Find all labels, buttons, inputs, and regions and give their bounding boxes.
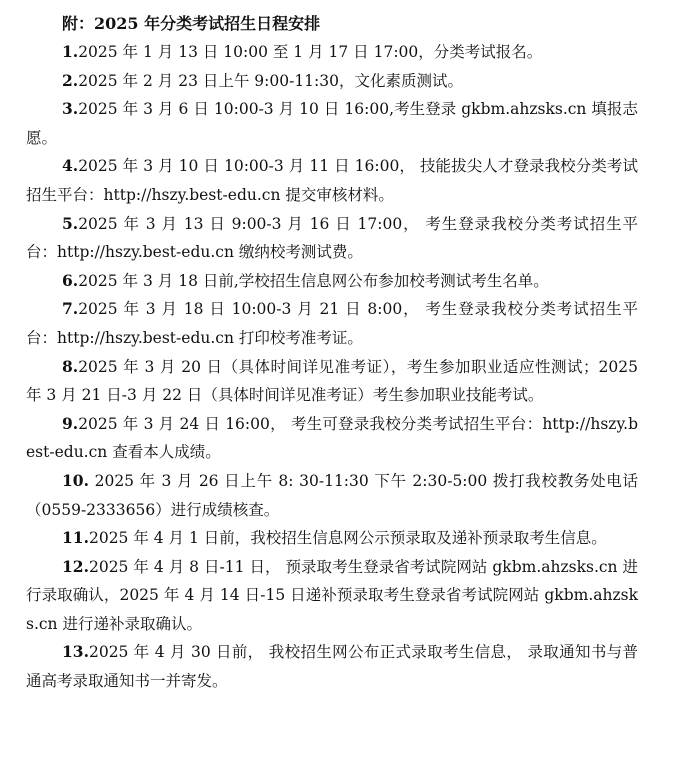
item-number: 3.: [62, 99, 79, 119]
schedule-item-5: [26, 210, 638, 267]
item-number: 12.: [62, 556, 89, 576]
schedule-item-6: [26, 267, 638, 296]
item-text: 2025 年 3 月 24 日 16:00， 考生可登录我校分类考试招生平台：http://hszy.best-edu.cn 查看本人成绩。: [26, 414, 638, 462]
document-body: [26, 12, 638, 696]
item-text: 2025 年 3 月 18 日前,学校招生信息网公布参加校考测试考生名单。: [78, 271, 549, 290]
item-number: 8.: [62, 356, 79, 376]
schedule-item-11: [26, 524, 638, 553]
item-text: 2025 年 3 月 6 日 10:00-3 月 10 日 16:00,考生登录 gkbm.ahzsks.cn 填报志愿。: [26, 100, 638, 147]
schedule-item-12: [26, 553, 638, 639]
item-text: 2025 年 3 月 20 日（具体时间详见准考证），考生参加职业适应性测试；2025 年 3 月 21 日-3 月 22 日（具体时间详见准考证）考生参加职业技能考试。: [26, 357, 638, 405]
schedule-item-1: [26, 38, 638, 67]
document-title: 附：2025 年分类考试招生日程安排: [62, 14, 321, 33]
schedule-item-8: [26, 353, 638, 410]
schedule-item-13: [26, 638, 638, 695]
item-text: 2025 年 4 月 1 日前，我校招生信息网公示预录取及递补预录取考生信息。: [88, 529, 607, 548]
item-number: 2.: [62, 70, 79, 90]
item-text: 2025 年 4 月 8 日-11 日， 预录取考生登录省考试院网站 gkbm.ahzsks.cn 进行录取确认，2025 年 4 月 14 日-15 日递补预录取考生登录省考试院网站 gkbm.ahzsks.cn 进行递补录取确认。: [26, 557, 638, 633]
item-number: 7.: [62, 299, 79, 319]
item-text: 2025 年 3 月 13 日 9:00-3 月 16 日 17:00， 考生登录我校分类考试招生平台：http://hszy.best-edu.cn 缴纳校考测试费。: [26, 214, 638, 262]
item-text: 2025 年 3 月 26 日上午 8: 30-11:30 下午 2:30-5:00 拨打我校教务处电话（0559-2333656）进行成绩核查。: [26, 471, 638, 519]
schedule-item-3: [26, 95, 638, 152]
item-number: 4.: [62, 156, 79, 176]
item-number: 6.: [62, 270, 79, 290]
item-number: 9.: [62, 413, 79, 433]
item-text: 2025 年 4 月 30 日前， 我校招生网公布正式录取考生信息， 录取通知书与普通高考录取通知书一并寄发。: [26, 643, 638, 691]
item-text: 2025 年 3 月 18 日 10:00-3 月 21 日 8:00， 考生登录我校分类考试招生平台：http://hszy.best-edu.cn 打印校考准考证。: [26, 300, 638, 347]
schedule-item-4: [26, 152, 638, 209]
item-number: 13.: [62, 642, 89, 662]
schedule-item-2: [26, 67, 638, 96]
item-number: 10.: [62, 470, 89, 490]
schedule-item-9: [26, 410, 638, 467]
item-number: 11.: [62, 528, 89, 548]
item-text: 2025 年 2 月 23 日上午 9:00-11:30，文化素质测试。: [78, 71, 463, 90]
item-number: 5.: [62, 213, 79, 233]
item-text: 2025 年 3 月 10 日 10:00-3 月 11 日 16:00， 技能拔尖人才登录我校分类考试招生平台：http://hszy.best-edu.cn 提交审核材料。: [26, 157, 638, 204]
item-text: 2025 年 1 月 13 日 10:00 至 1 月 17 日 17:00，分类考试报名。: [78, 43, 543, 61]
item-number: 1.: [62, 42, 79, 61]
schedule-item-7: [26, 295, 638, 352]
schedule-item-10: [26, 467, 638, 524]
